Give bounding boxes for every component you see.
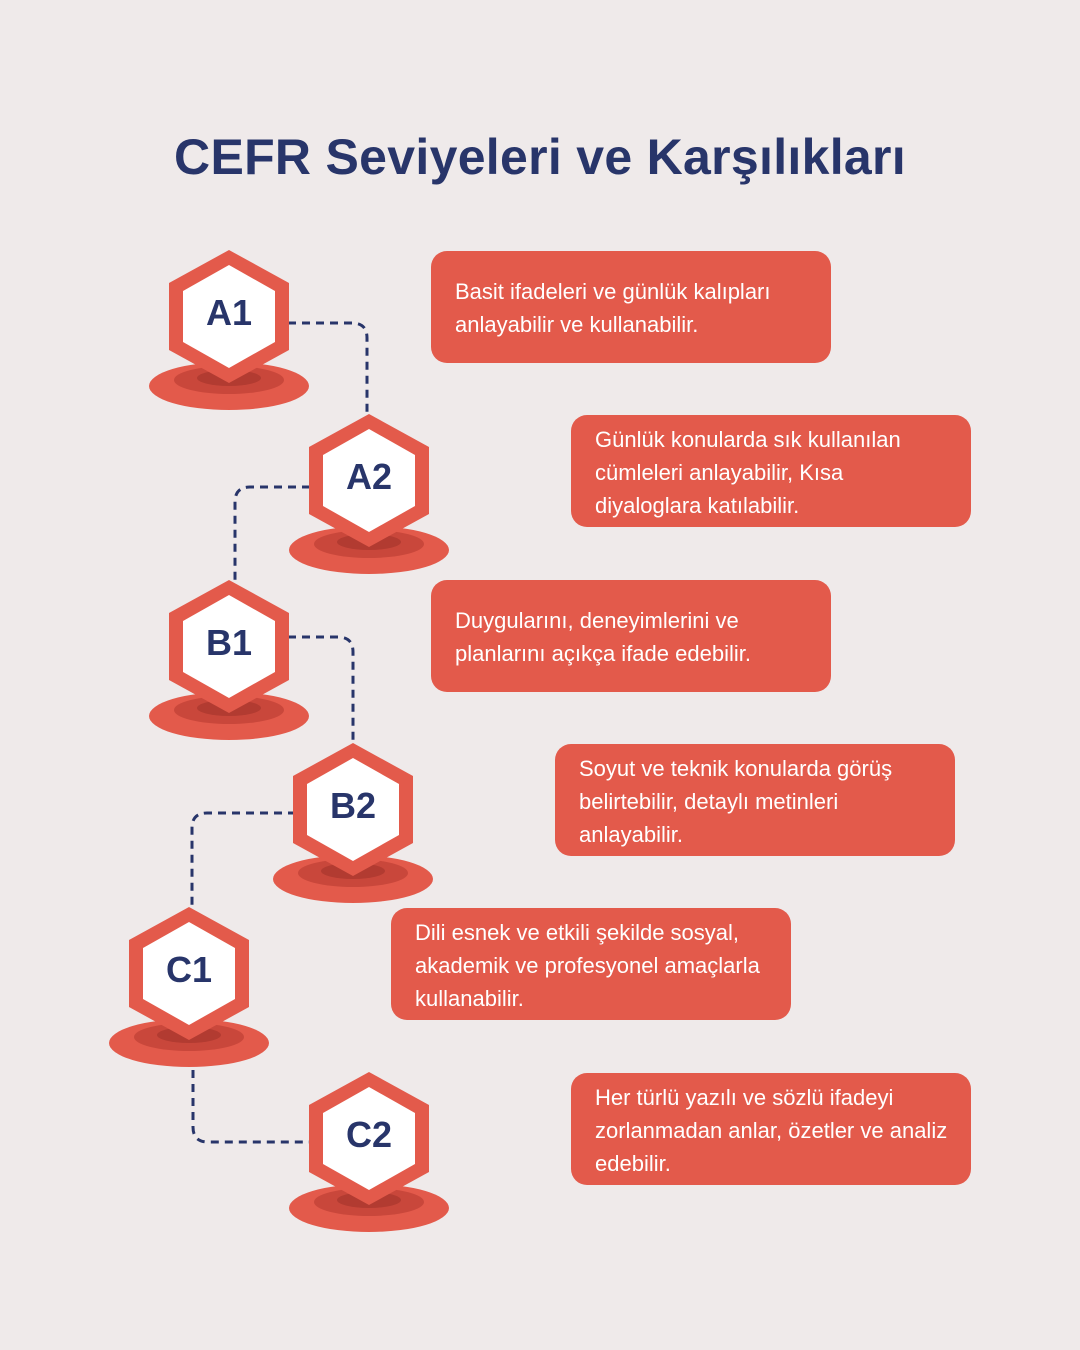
level-node-b2 — [268, 743, 438, 903]
level-node-a2 — [284, 414, 454, 574]
level-description-b2: Soyut ve teknik konularda görüş belirtebilir, detaylı metinleri anlayabilir. — [555, 744, 955, 856]
level-code: C1 — [165, 949, 213, 990]
level-code: B2 — [329, 785, 377, 826]
page-title: CEFR Seviyeleri ve Karşılıkları — [174, 129, 906, 185]
level-code: A1 — [205, 292, 253, 333]
level-description-a2: Günlük konularda sık kullanılan cümleleri anlayabilir, Kısa diyaloglara katılabilir. — [571, 415, 971, 527]
level-description-a1: Basit ifadeleri ve günlük kalıpları anlayabilir ve kullanabilir. — [431, 251, 831, 363]
level-node-a1 — [144, 250, 314, 410]
level-node-b1 — [144, 580, 314, 740]
level-code: C2 — [345, 1114, 393, 1155]
level-description-c1: Dili esnek ve etkili şekilde sosyal, akademik ve profesyonel amaçlarla kullanabilir. — [391, 908, 791, 1020]
level-code: B1 — [205, 622, 253, 663]
level-node-c2 — [284, 1072, 454, 1232]
level-description-b1: Duygularını, deneyimlerini ve planlarını açıkça ifade edebilir. — [431, 580, 831, 692]
level-code: A2 — [345, 456, 393, 497]
level-node-c1 — [104, 907, 274, 1067]
level-description-c2: Her türlü yazılı ve sözlü ifadeyi zorlanmadan anlar, özetler ve analiz edebilir. — [571, 1073, 971, 1185]
